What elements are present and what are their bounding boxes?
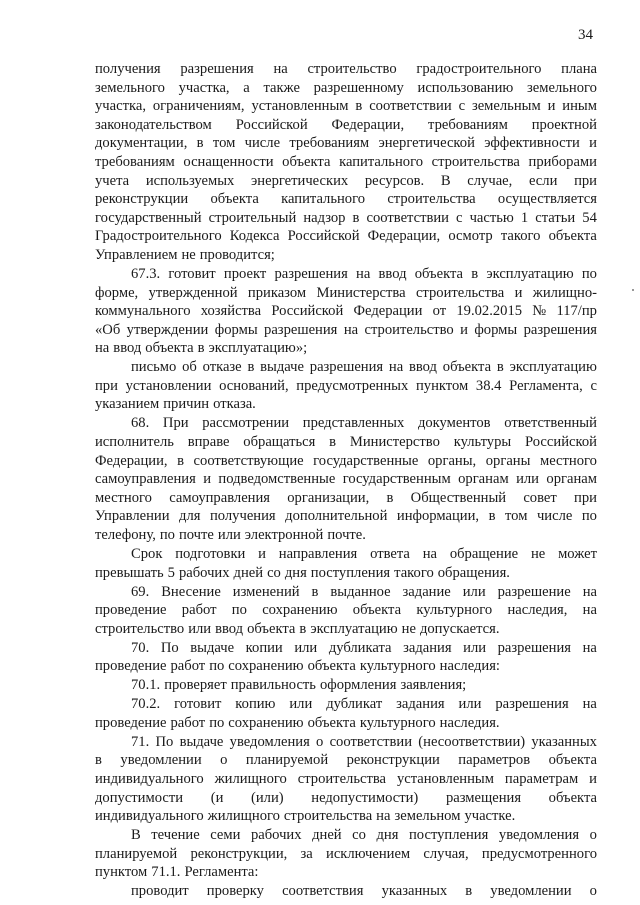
text-line: допустимости (и (или) недопустимости) размещения объекта xyxy=(95,789,597,806)
text-line: при установлении оснований, предусмотренных пунктом 38.4 Регламента, с xyxy=(95,377,597,394)
text-line: превышать 5 рабочих дней со дня поступления такого обращения. xyxy=(95,564,510,581)
text-line: 71. По выдаче уведомления о соответствии (несоответствии) указанных xyxy=(131,733,597,750)
text-line: проводит проверку соответствия указанных в уведомлении о xyxy=(131,883,597,900)
text-line: 70.1. проверяет правильность оформления заявления; xyxy=(131,677,467,694)
text-line: документации, в том числе требованиям энергетической эффективности и xyxy=(95,135,597,152)
text-line: В течение семи рабочих дней со дня поступления уведомления о xyxy=(131,827,597,844)
body-text xyxy=(95,60,597,901)
text-line: Управлением не проводится; xyxy=(95,246,275,263)
text-line: проведение работ по сохранению объекта культурного наследия: xyxy=(95,658,500,675)
text-line: 67.3. готовит проект разрешения на ввод объекта в эксплуатацию по xyxy=(131,265,597,282)
text-line: местного самоуправления организации, в Общественный совет при xyxy=(95,489,597,506)
scan-speck xyxy=(632,289,634,291)
text-line: получения разрешения на строительство градостроительного плана xyxy=(95,61,597,77)
text-line: строительство или ввод объекта в эксплуатацию не допускается. xyxy=(95,620,500,637)
text-line: 68. При рассмотрении представленных документов ответственный xyxy=(131,415,597,432)
text-line: 69. Внесение изменений в выданное задание или разрешение на xyxy=(131,583,597,600)
text-line: 70. По выдаче копии или дубликата задания или разрешения на xyxy=(131,639,597,656)
text-line: Градостроительного Кодекса Российской Федерации, осмотр такого объекта xyxy=(95,228,597,245)
text-line: форме, утвержденной приказом Министерства строительства и жилищно- xyxy=(95,284,597,301)
text-line: требованиям оснащенности объекта капитального строительства приборами xyxy=(95,153,597,170)
text-line: коммунального хозяйства Российской Федерации от 19.02.2015 № 117/пр xyxy=(95,303,597,320)
text-line: индивидуального жилищного строительства установленным параметрам и xyxy=(95,771,597,788)
text-line: пунктом 71.1. Регламента: xyxy=(95,864,259,881)
text-line: реконструкции объекта капитального строительства осуществляется xyxy=(95,191,597,208)
text-line: законодательством Российской Федерации, требованиям проектной xyxy=(95,116,597,133)
text-line: указанием причин отказа. xyxy=(95,396,256,413)
text-line: «Об утверждении формы разрешения на строительство и формы разрешения xyxy=(95,321,597,338)
text-line: индивидуального жилищного строительства на земельном участке. xyxy=(95,808,516,825)
text-line: Срок подготовки и направления ответа на обращение не может xyxy=(131,546,597,562)
text-line: учета используемых энергетических ресурсов. В случае, если при xyxy=(95,172,597,189)
text-line: телефону, по почте или электронной почте. xyxy=(95,527,366,544)
text-line: проведение работ по сохранению объекта культурного наследия. xyxy=(95,714,500,731)
text-line: проведение работ по сохранению объекта культурного наследия, на xyxy=(95,602,597,619)
text-line: планируемой реконструкции, за исключением случая, предусмотренного xyxy=(95,845,597,862)
text-line: исполнитель вправе обращаться в Министерство культуры Российской xyxy=(95,434,597,451)
text-line: Федерации, в соответствующие государственные органы, органы местного xyxy=(95,452,597,469)
text-line: государственный строительный надзор в соответствии с частью 1 статьи 54 xyxy=(95,209,597,226)
text-line: самоуправления и подведомственные государственным органам или органам xyxy=(95,471,597,488)
page-number: 34 xyxy=(578,27,593,43)
text-line: на ввод объекта в эксплуатацию»; xyxy=(95,340,308,357)
text-line: 70.2. готовит копию или дубликат задания или разрешения на xyxy=(131,696,597,713)
text-line: участка, ограничениям, установленным в соответствии с земельным и иным xyxy=(95,98,597,115)
text-line: Управлении для получения дополнительной информации, в том числе по xyxy=(95,508,597,525)
text-line: земельного участка, а также разрешенному использованию земельного xyxy=(95,79,597,96)
text-line: письмо об отказе в выдаче разрешения на ввод объекта в эксплуатацию xyxy=(131,359,597,376)
text-line: в уведомлении о планируемой реконструкции параметров объекта xyxy=(95,752,597,769)
